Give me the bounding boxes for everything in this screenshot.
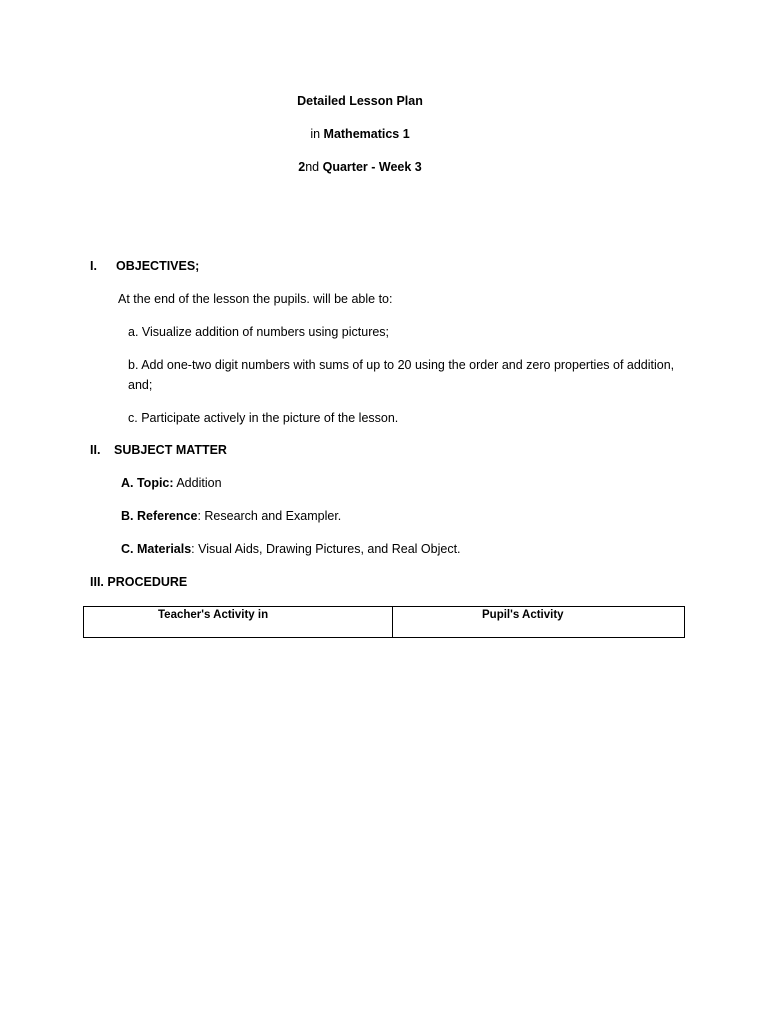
subject-matter-number: II. [90,443,101,457]
topic-line [121,476,222,490]
materials-label: C. Materials [121,542,192,556]
table-header-cell [393,607,685,638]
reference-label: B. Reference [121,509,198,523]
procedure-table [83,606,685,638]
objectives-intro: At the end of the lesson the pupils. will be able to: [118,292,393,306]
teacher-activity-header: Teacher's Activity in [158,609,269,621]
objectives-number: I. [90,259,97,273]
subject-line [0,127,720,141]
materials-value: : Visual Aids, Drawing Pictures, and Real Object. [191,542,461,556]
pupil-activity-header: Pupil's Activity [482,609,564,621]
quarter-week: Quarter - Week 3 [322,160,422,174]
topic-label: A. Topic: [121,476,174,490]
objective-item-a: a. Visualize addition of numbers using pictures; [128,325,390,339]
quarter-line [0,160,720,174]
objective-item-c: c. Participate actively in the picture of the lesson. [128,411,399,425]
materials-line [121,542,461,556]
quarter-ordinal: nd [305,160,320,174]
subject-matter-title: SUBJECT MATTER [114,443,227,457]
subject-prefix: in [310,127,321,141]
document-title: Detailed Lesson Plan [297,94,423,108]
objective-item-b: b. Add one-two digit numbers with sums of up to 20 using the order and zero properties of addition, and; [128,358,675,392]
table-header-cell [84,607,393,638]
topic-value: Addition [176,476,222,490]
subject-name: Mathematics 1 [323,127,410,141]
quarter-number: 2 [298,160,306,174]
subject-matter-heading [90,443,227,457]
objectives-heading [90,259,199,273]
table-row [84,607,685,638]
reference-line [121,509,341,523]
procedure-heading: III. PROCEDURE [90,575,188,589]
reference-value: : Research and Exampler. [197,509,342,523]
objectives-title: OBJECTIVES; [116,259,200,273]
